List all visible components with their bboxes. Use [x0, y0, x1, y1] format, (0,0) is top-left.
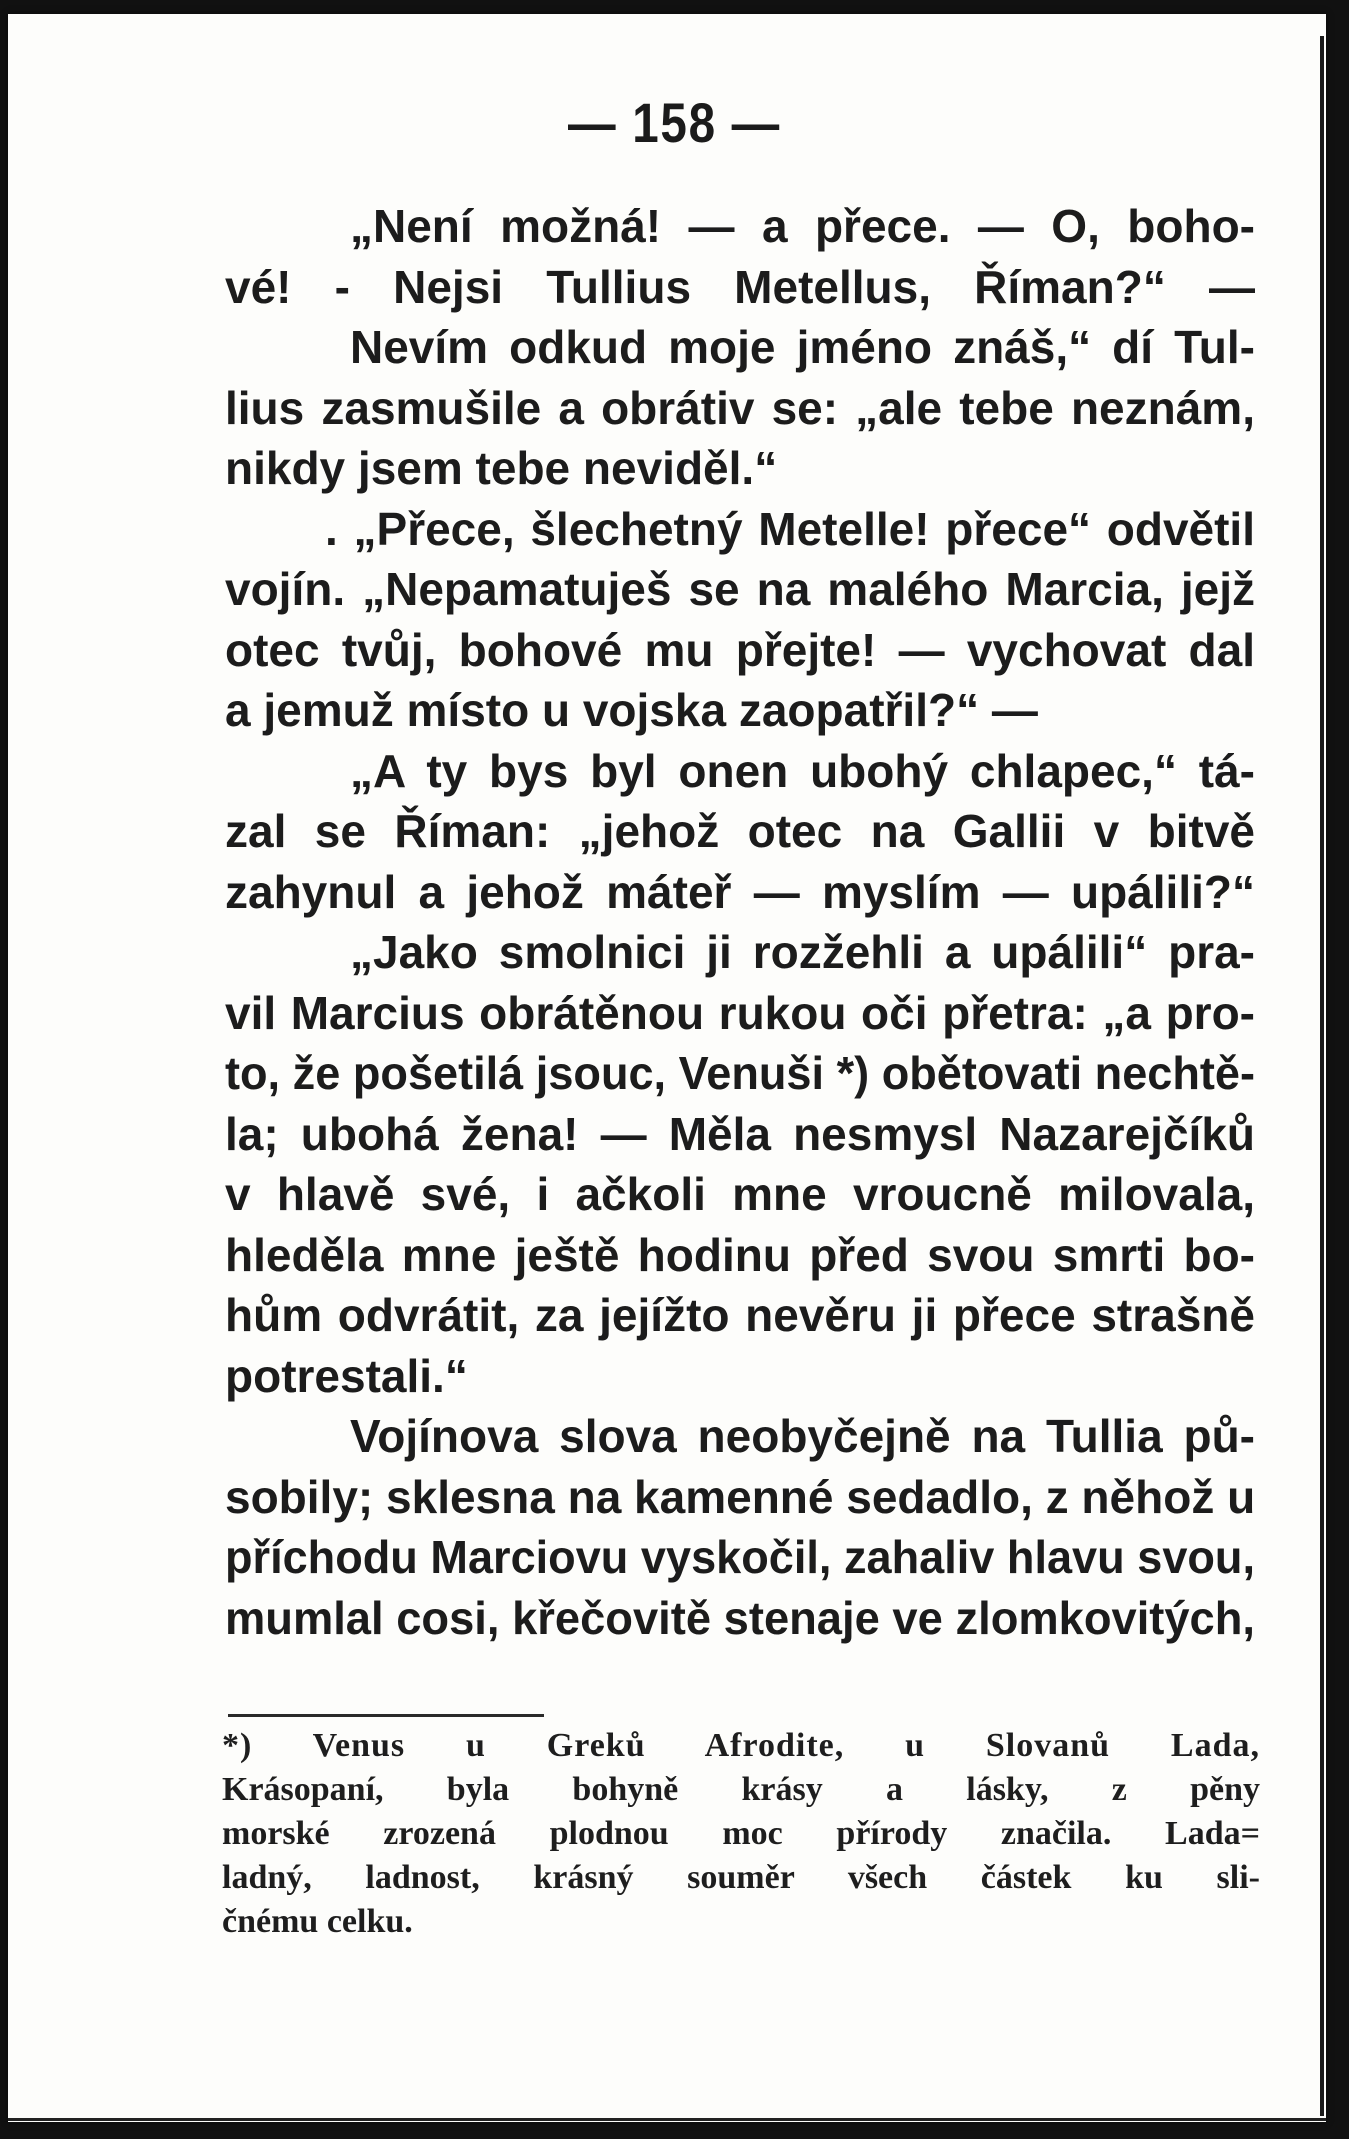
- text-line: Vojínova slova neobyčejně na Tullia pů-: [350, 1410, 1255, 1462]
- text-line: zahynul a jehož máteř — myslím — upálili?“: [225, 865, 1255, 918]
- text-line: zal se Říman: „jehož otec na Gallii v bitvě: [225, 805, 1255, 857]
- text-line: „A ty bys byl onen ubohý chlapec,“ tá-: [350, 744, 1255, 797]
- footnote-separator: [228, 1714, 544, 1717]
- text-line: vojín. „Nepamatuješ se na malého Marcia, jejž: [225, 563, 1255, 615]
- page-bottom-edge: [8, 2118, 1326, 2121]
- text-line: „Jako smolnici ji rozžehli a upálili“ pra-: [350, 926, 1255, 978]
- page-edge-rule: [1320, 36, 1324, 2116]
- footnote-line: čnému celku.: [222, 1903, 413, 1940]
- text-line: a jemuž místo u vojska zaopatřil?“ —: [225, 684, 1038, 736]
- text-line: otec tvůj, bohové mu přejte! — vychovat dal: [225, 623, 1255, 676]
- text-line: . „Přece, šlechetný Metelle! přece“ odvětil: [325, 502, 1255, 555]
- text-line: mumlal cosi, křečovitě stenaje ve zlomkovitých,: [225, 1591, 1255, 1644]
- text-line: potrestali.“: [225, 1349, 468, 1402]
- footnote-line: ladný, ladnost, krásný souměr všech částek ku sli-: [222, 1859, 1260, 1896]
- text-line: hleděla mne ještě hodinu před svou smrti bo-: [225, 1228, 1255, 1281]
- text-line: vé! - Nejsi Tullius Metellus, Říman?“ —: [225, 260, 1255, 313]
- footnote-line: morské zrozená plodnou moc přírody značila. Lada=: [222, 1815, 1260, 1852]
- text-line: hům odvrátit, za jejížto nevěru ji přece strašně: [225, 1289, 1255, 1341]
- page-number: — 158 —: [568, 91, 781, 154]
- text-line: la; ubohá žena! — Měla nesmysl Nazarejčíků: [225, 1107, 1255, 1160]
- text-line: nikdy jsem tebe neviděl.“: [225, 442, 778, 494]
- footnote: [222, 1724, 1260, 1944]
- text-line: to, že pošetilá jsouc, Venuši *) obětovati nechtě-: [225, 1047, 1255, 1099]
- footnote-line: *) Venus u Greků Afrodite, u Slovanů Lada,: [222, 1727, 1260, 1764]
- text-line: lius zasmušile a obrátiv se: „ale tebe neznám,: [225, 381, 1255, 434]
- text-line: sobily; sklesna na kamenné sedadlo, z něhož u: [225, 1470, 1256, 1523]
- body-text: [225, 196, 1255, 1648]
- text-line: příchodu Marciovu vyskočil, zahaliv hlavu svou,: [225, 1531, 1255, 1583]
- text-line: Nevím odkud moje jméno znáš,“ dí Tul-: [350, 321, 1255, 373]
- text-line: v hlavě své, i ačkoli mne vroucně milovala,: [225, 1168, 1255, 1220]
- text-line: vil Marcius obrátěnou rukou oči přetra: „a pro-: [225, 986, 1255, 1039]
- text-line: „Není možná! — a přece. — O, boho-: [350, 200, 1255, 252]
- footnote-line: Krásopaní, byla bohyně krásy a lásky, z pěny: [222, 1771, 1260, 1808]
